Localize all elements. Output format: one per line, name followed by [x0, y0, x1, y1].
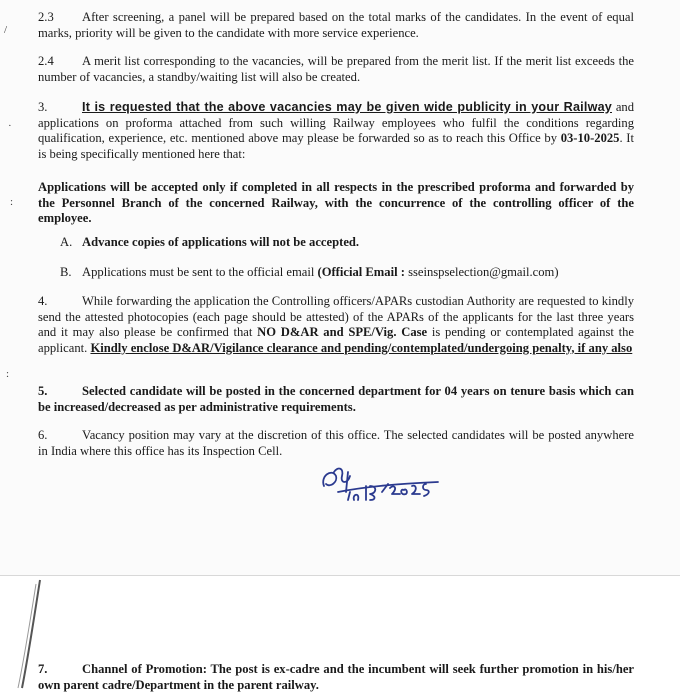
clearance-request: Kindly enclose D&AR/Vigilance clearance and pending/contemplated/undergoing penalty, if any also	[90, 340, 633, 355]
paragraph-number: 7.	[38, 662, 48, 676]
paragraph-number: 5.	[38, 384, 48, 398]
item-a	[60, 235, 630, 251]
paragraph-text: Channel of Promotion: The post is ex-cadre and the incumbent will seek further promotion in his/her own parent cadre/Department in the parent railway.	[38, 662, 634, 692]
paragraph-text: Selected candidate will be posted in the concerned department for 04 years on tenure basis which can be increased/decreased as per administrative requirements.	[38, 384, 634, 414]
paragraph-text: After screening, a panel will be prepared based on the total marks of the candidates. In the event of equal marks, priority will be given to the candidate with more service experience.	[38, 10, 634, 40]
email-label: (Official Email :	[317, 265, 409, 279]
applications-note: Applications will be accepted only if completed in all respects in the prescribed proforma and forwarded by the Personnel Branch of the concerned Railway, with the concurrence of the controlling officer of the employee.	[38, 180, 634, 225]
margin-mark: /	[4, 24, 8, 36]
paragraph-number: 4.	[38, 294, 48, 308]
paragraph-6	[38, 428, 634, 459]
paragraph-number: 6.	[38, 428, 48, 442]
paragraph-number: 2.4	[38, 54, 54, 68]
email-close: )	[554, 265, 559, 279]
paragraph-text-b: is pending or contemplated against the applicant.	[38, 325, 634, 355]
paragraph-3	[38, 100, 634, 162]
item-label: B.	[60, 265, 72, 279]
paragraph-7	[38, 662, 634, 693]
item-text: Applications must be sent to the official email	[82, 265, 318, 279]
paragraph-4	[38, 294, 634, 356]
margin-mark: :	[10, 196, 14, 208]
margin-mark: :	[6, 368, 10, 380]
publicity-request: It is requested that the above vacancies may be given wide publicity in your Railway	[82, 100, 612, 114]
paragraph-tail: . It is being specifically mentioned here that:	[38, 131, 634, 161]
paragraph-2-3	[38, 10, 634, 41]
paragraph-text: While forwarding the application the Controlling officers/APARs custodian Authority are requested to kindly send the attested photocopies (each page should be attested) of the APARs of the applicants for the last three years and it may also please be confirmed that	[38, 294, 634, 339]
page-curl-shadow	[0, 578, 60, 690]
item-label: A.	[60, 235, 73, 249]
paragraph-2-4	[38, 54, 634, 85]
paragraph-text: A merit list corresponding to the vacancies, will be prepared from the merit list. If the merit list exceeds the number of vacancies, a standby/waiting list will also be created.	[38, 54, 634, 84]
paragraph-text: Vacancy position may vary at the discretion of this office. The selected candidates will be posted anywhere in India where this office has its Inspection Cell.	[38, 428, 634, 458]
paragraph-number: 2.3	[38, 10, 54, 24]
no-case-text: NO D&AR and SPE/Vig. Case	[257, 325, 428, 339]
document-page-2	[0, 576, 680, 690]
margin-mark: ·	[8, 120, 12, 132]
item-b	[60, 265, 630, 281]
paragraph-text: and applications on proforma attached from such willing Railway employees who fulfil the conditions regarding qualification, experience, etc. mentioned above may please be forwarded so as to reach this Office by	[38, 100, 634, 145]
paragraph-number: 3.	[38, 100, 48, 114]
paragraph-5	[38, 384, 634, 415]
deadline-date: 03-10-2025	[560, 131, 620, 145]
handwritten-signature	[318, 462, 448, 506]
official-email: sseinspselection@gmail.com	[408, 265, 555, 279]
item-text: Advance copies of applications will not be accepted.	[82, 235, 360, 249]
